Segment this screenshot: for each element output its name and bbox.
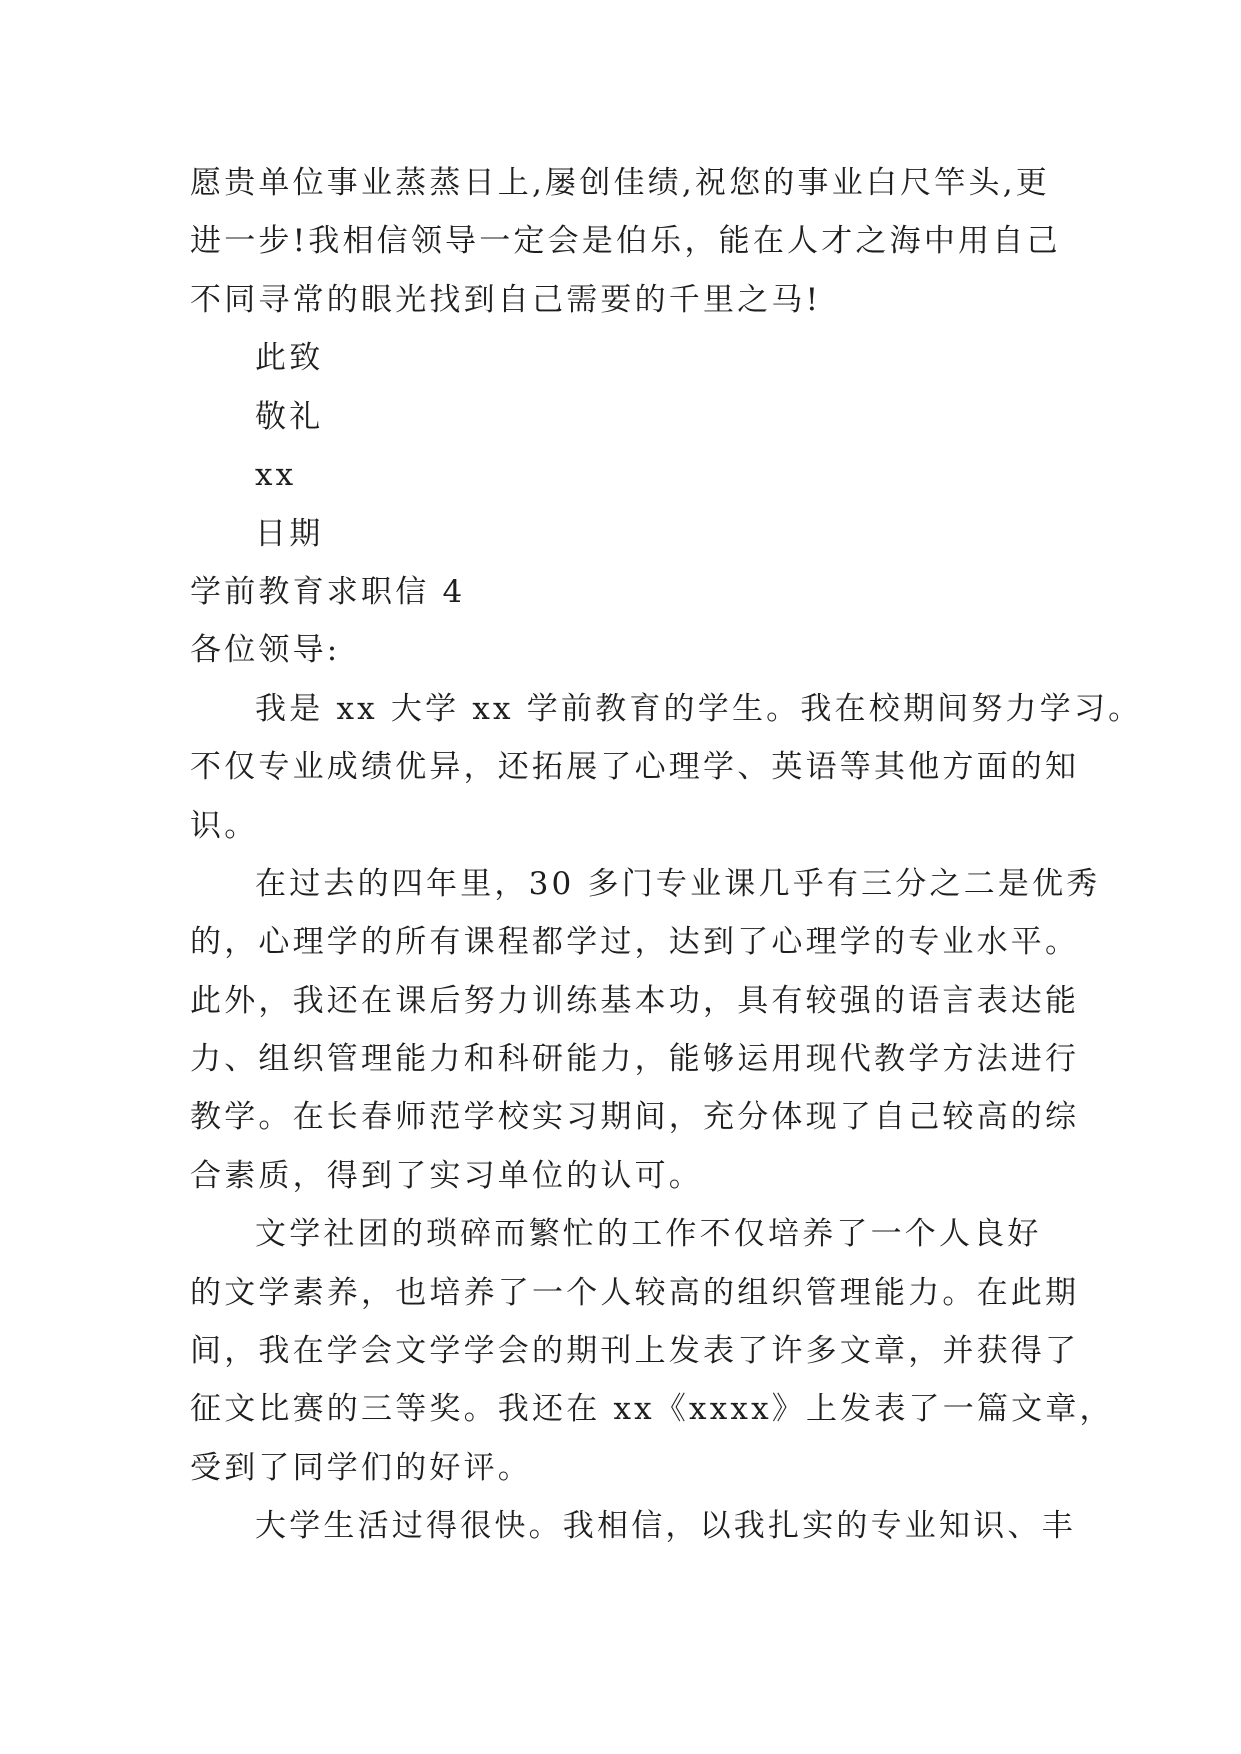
paragraph-line: 力、组织管理能力和科研能力，能够运用现代教学方法进行 xyxy=(190,1041,1080,1077)
paragraph-line: 教学。在长春师范学校实习期间，充分体现了自己较高的综 xyxy=(190,1099,1080,1135)
paragraph-line: 受到了同学们的好评。 xyxy=(190,1450,532,1486)
paragraph-line: 不仅专业成绩优异，还拓展了心理学、英语等其他方面的知 xyxy=(190,749,1080,785)
paragraph-line: 的，心理学的所有课程都学过，达到了心理学的专业水平。 xyxy=(190,924,1080,960)
closing-salutation: 此致 xyxy=(255,340,324,376)
greeting: 各位领导: xyxy=(190,632,341,668)
body-text-line: 进一步!我相信领导一定会是伯乐，能在人才之海中用自己 xyxy=(190,223,1061,259)
paragraph-line: 合素质，得到了实习单位的认可。 xyxy=(190,1158,703,1194)
body-text-line: 愿贵单位事业蒸蒸日上,屡创佳绩,祝您的事业白尺竿头,更 xyxy=(190,165,1050,201)
paragraph-line: 间，我在学会文学学会的期刊上发表了许多文章，并获得了 xyxy=(190,1333,1080,1369)
paragraph-line: 在过去的四年里，30 多门专业课几乎有三分之二是优秀 xyxy=(255,866,1101,902)
paragraph-line: 此外，我还在课后努力训练基本功，具有较强的语言表达能 xyxy=(190,983,1080,1019)
paragraph-line: 我是 xx 大学 xx 学前教育的学生。我在校期间努力学习。 xyxy=(255,691,1143,727)
paragraph-line: 识。 xyxy=(190,808,259,844)
section-heading: 学前教育求职信 4 xyxy=(190,574,466,610)
signature-name: xx xyxy=(255,457,297,493)
paragraph-line: 的文学素养，也培养了一个人较高的组织管理能力。在此期 xyxy=(190,1275,1080,1311)
paragraph-line: 大学生活过得很快。我相信，以我扎实的专业知识、丰 xyxy=(255,1508,1076,1544)
signature-date: 日期 xyxy=(255,516,324,552)
paragraph-line: 文学社团的琐碎而繁忙的工作不仅培养了一个人良好 xyxy=(255,1216,1042,1252)
paragraph-line: 征文比赛的三等奖。我还在 xx《xxxx》上发表了一篇文章， xyxy=(190,1391,1114,1427)
body-text-line: 不同寻常的眼光找到自己需要的千里之马! xyxy=(190,282,822,318)
closing-regards: 敬礼 xyxy=(255,399,324,435)
